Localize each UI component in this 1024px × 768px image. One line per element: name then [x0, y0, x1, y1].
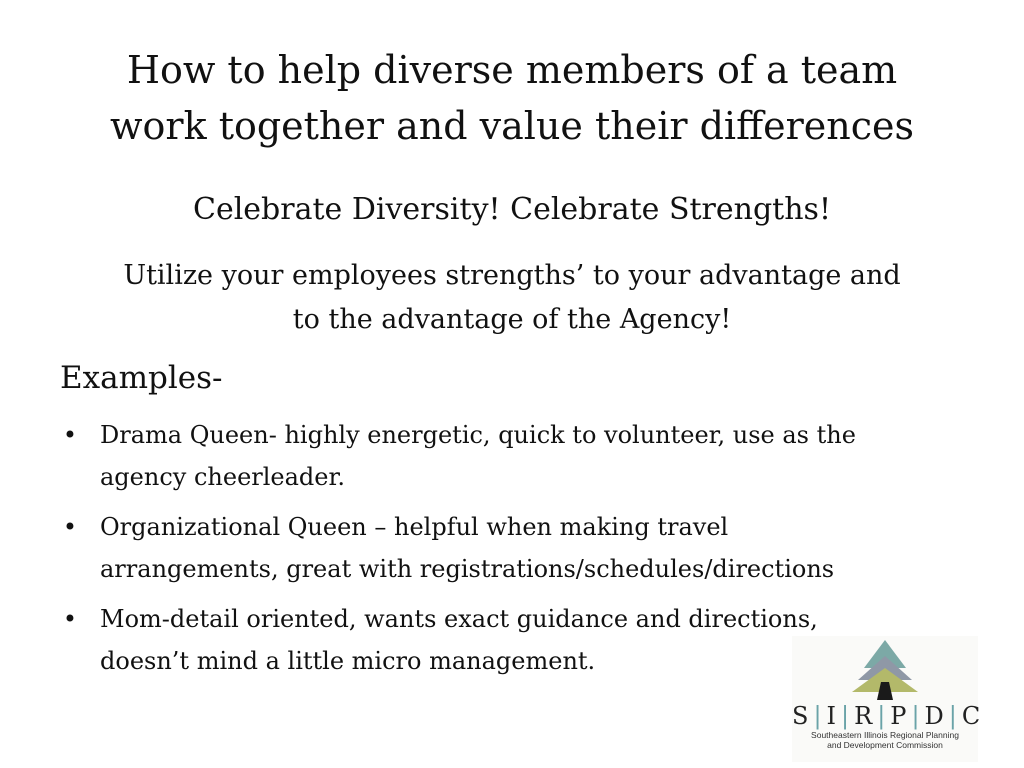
utilize-line-1: Utilize your employees strengths’ to your advantage and — [123, 260, 901, 291]
logo-name-line: Southeastern Illinois Regional Planning — [811, 730, 959, 740]
logo-letter: R — [854, 702, 874, 730]
bullet-line: arrangements, great with registrations/schedules/directions — [100, 555, 835, 583]
bullet-line: Mom-detail oriented, wants exact guidance and directions, — [100, 605, 818, 633]
slide-subtitle: Celebrate Diversity! Celebrate Strengths! — [193, 192, 831, 227]
logo-letter: S — [792, 702, 810, 730]
sirpdc-logo — [792, 636, 982, 762]
logo-separator: | — [813, 702, 823, 730]
title-line-1: How to help diverse members of a team — [126, 48, 898, 92]
bullet-marker: • — [62, 421, 78, 449]
examples-heading: Examples- — [60, 360, 223, 396]
tree-icon — [792, 636, 978, 702]
logo-letter: P — [890, 702, 908, 730]
title-line-2: work together and value their differences — [110, 104, 914, 148]
logo-letter: C — [961, 702, 982, 730]
bullet-line: Drama Queen- highly energetic, quick to volunteer, use as the — [100, 421, 856, 449]
slide-title — [40, 42, 984, 154]
bullet-marker: • — [62, 605, 78, 633]
logo-letter: I — [826, 702, 838, 730]
utilize-statement — [60, 254, 964, 342]
list-item — [60, 506, 980, 590]
bullet-line: agency cheerleader. — [100, 463, 345, 491]
logo-separator: | — [911, 702, 921, 730]
bullet-marker: • — [62, 513, 78, 541]
utilize-line-2: to the advantage of the Agency! — [292, 304, 732, 335]
logo-separator: | — [841, 702, 851, 730]
bullet-line: Organizational Queen – helpful when making travel — [100, 513, 729, 541]
logo-letter: D — [924, 702, 945, 730]
list-item — [60, 414, 980, 498]
logo-organization-name — [792, 730, 978, 750]
logo-separator: | — [948, 702, 958, 730]
logo-wordmark — [792, 702, 982, 730]
logo-name-line: and Development Commission — [827, 740, 943, 750]
logo-separator: | — [877, 702, 887, 730]
bullet-line: doesn’t mind a little micro management. — [100, 647, 596, 675]
